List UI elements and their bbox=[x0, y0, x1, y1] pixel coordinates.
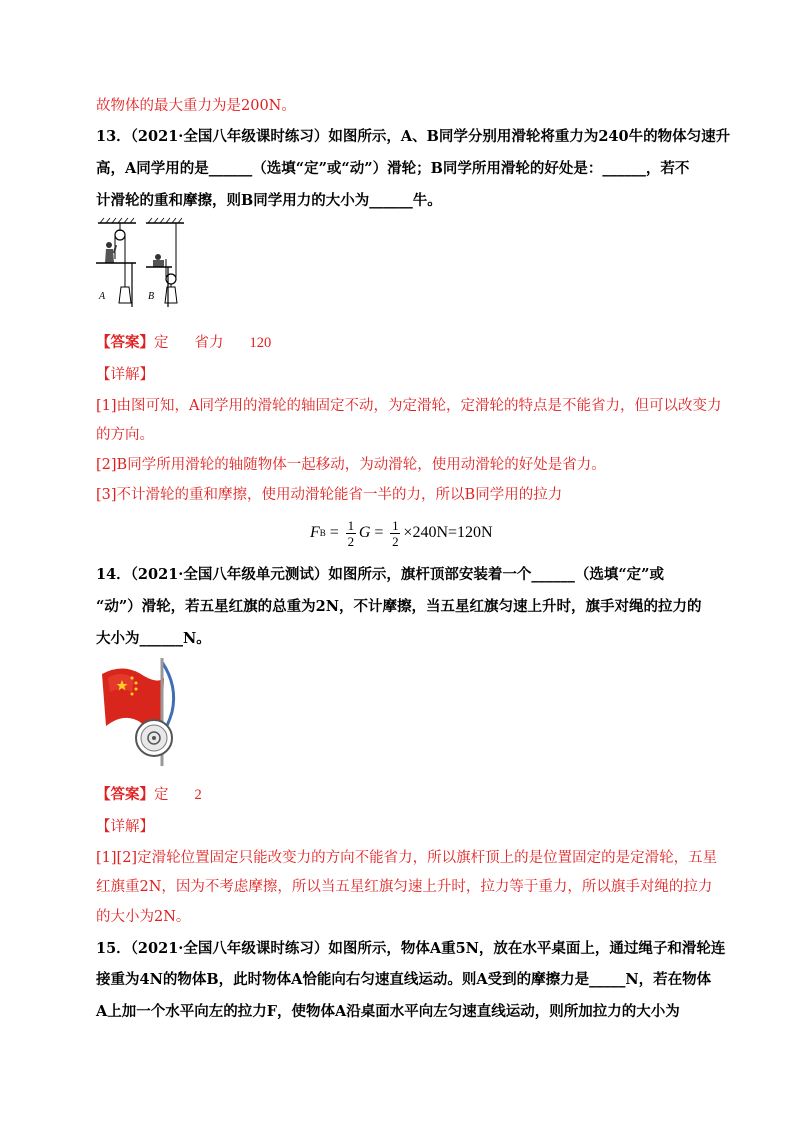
q13-line-3: 计滑轮的重和摩擦，则B同学用力的大小为______牛。 bbox=[96, 192, 442, 209]
detail-13-line-3: [2]B同学所用滑轮的轴随物体一起移动，为动滑轮，使用动滑轮的好处是省力。 bbox=[96, 457, 606, 473]
detail-14-line-3: 的大小为2N。 bbox=[96, 909, 191, 925]
q13-line-2: 高，A同学用的是______（选填“定”或“动”）滑轮；B同学所用滑轮的好处是：______，若不 bbox=[96, 160, 690, 177]
detail-13-line-1: [1]由图可知，A同学用的滑轮的轴固定不动，为定滑轮，定滑轮的特点是不能省力，但可以改变力 bbox=[96, 398, 722, 414]
q15-line-2: 接重为4N的物体B，此时物体A恰能向右匀速直线运动。则A受到的摩擦力是_____N，若在物体 bbox=[96, 971, 712, 988]
answer-label: 【答案】 bbox=[96, 334, 154, 351]
q15-line-3: A上加一个水平向左的拉力F，使物体A沿桌面水平向左匀速直线运动，则所加拉力的大小为 bbox=[96, 1003, 680, 1020]
q14-line-3: 大小为______N。 bbox=[96, 630, 211, 647]
q14-line-1: 14．（2021·全国八年级单元测试）如图所示，旗杆顶部安装着一个______（选填“定”或 bbox=[96, 566, 665, 583]
detail-label-13: 【详解】 bbox=[96, 367, 154, 383]
answer-label: 【答案】 bbox=[96, 786, 154, 803]
fraction-1: $\frac{1}{2}$ bbox=[347, 517, 355, 549]
label-a: A bbox=[99, 291, 106, 302]
q13-line-1: 13．（2021·全国八年级课时练习）如图所示，A、B同学分别用滑轮将重力为240牛的物体匀速升 bbox=[96, 128, 731, 145]
flag-pulley-figure bbox=[96, 656, 186, 768]
detail-13-line-2: 的方向。 bbox=[96, 427, 154, 443]
detail-13-line-4: [3]不计滑轮的重和摩擦，使用动滑轮能省一半的力，所以B同学用的拉力 bbox=[96, 487, 563, 503]
q14-line-2: “动”）滑轮，若五星红旗的总重为2N，不计摩擦，当五星红旗匀速上升时，旗手对绳的拉力的 bbox=[96, 598, 702, 615]
detail-label-14: 【详解】 bbox=[96, 819, 154, 835]
formula-fb: F B = $\frac{1}{2}$ G = $\frac{1}{2}$ ×240N=120N bbox=[310, 517, 493, 549]
pulley-figure bbox=[96, 215, 196, 315]
answer-13: 【答案】定 省力 120 bbox=[96, 334, 272, 351]
answer-14: 【答案】定 2 bbox=[96, 786, 202, 803]
label-b: B bbox=[148, 291, 155, 302]
detail-14-line-1: [1][2]定滑轮位置固定只能改变力的方向不能省力，所以旗杆顶上的是位置固定的是定滑轮，五星 bbox=[96, 850, 718, 866]
prev-answer-line: 故物体的最大重力为是200N。 bbox=[96, 98, 296, 114]
q15-line-1: 15．（2021·全国八年级课时练习）如图所示，物体A重5N，放在水平桌面上，通过绳子和滑轮连 bbox=[96, 940, 726, 957]
fraction-2: $\frac{1}{2}$ bbox=[392, 517, 399, 549]
detail-14-line-2: 红旗重2N，因为不考虑摩擦，所以当五星红旗匀速上升时，拉力等于重力，所以旗手对绳的拉力 bbox=[96, 879, 713, 895]
